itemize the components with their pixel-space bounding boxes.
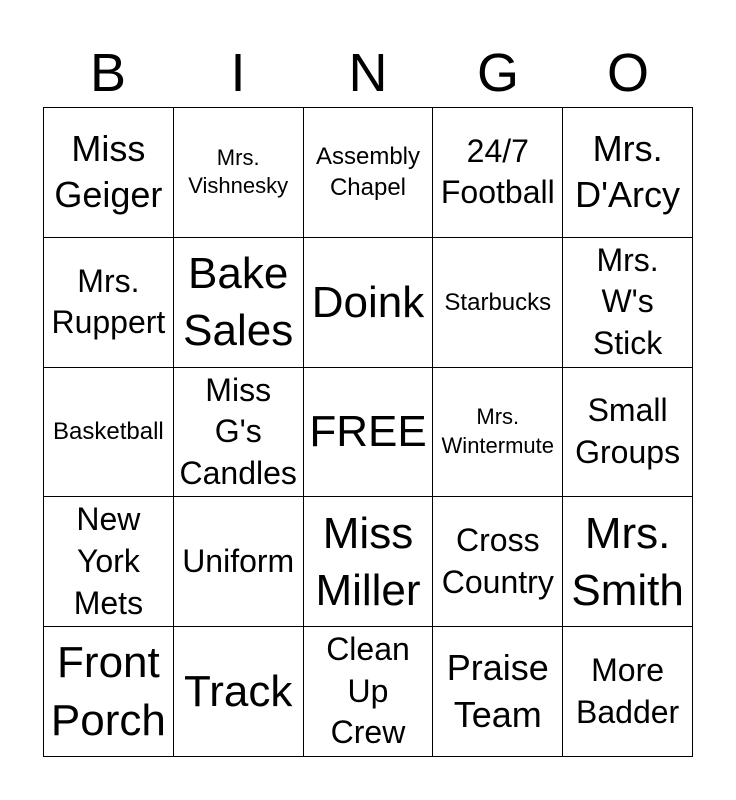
bingo-cell-r3-c4[interactable] <box>433 368 563 498</box>
cell-label: Clean Up Crew <box>326 631 410 751</box>
cell-label: Starbucks <box>444 288 552 316</box>
bingo-cell-r3-c2[interactable] <box>174 368 304 498</box>
header-letter-o: O <box>606 43 649 103</box>
bingo-cell-r1-c2[interactable] <box>174 108 304 238</box>
header-letter-b: B <box>89 43 127 103</box>
cell-label: Cross Country <box>441 522 554 600</box>
cell-label: Small Groups <box>575 392 681 470</box>
bingo-cell-r3-c1[interactable] <box>44 368 174 498</box>
cell-label: Praise Team <box>446 646 549 735</box>
bingo-cell-r3-c5[interactable] <box>563 368 693 498</box>
bingo-cell-r5-c5[interactable] <box>563 627 693 757</box>
cell-label: Assembly Chapel <box>315 143 420 202</box>
bingo-cell-r2-c3[interactable] <box>304 238 434 368</box>
cell-label: Mrs. W's Stick <box>592 241 663 361</box>
bingo-header <box>43 40 693 106</box>
cell-label: Mrs. D'Arcy <box>575 127 681 216</box>
bingo-cell-r1-c1[interactable] <box>44 108 174 238</box>
bingo-cell-r5-c1[interactable] <box>44 627 174 757</box>
cell-label: Miss G's Candles <box>179 371 297 491</box>
cell-label: 24/7 Football <box>440 132 555 211</box>
cell-label: Uniform <box>182 542 295 579</box>
bingo-cell-r4-c5[interactable] <box>563 497 693 627</box>
bingo-cell-r2-c1[interactable] <box>44 238 174 368</box>
bingo-cell-r4-c2[interactable] <box>174 497 304 627</box>
bingo-cell-r3-c3[interactable] <box>304 368 434 498</box>
bingo-cell-r4-c4[interactable] <box>433 497 563 627</box>
cell-label: Basketball <box>53 418 164 446</box>
bingo-board <box>43 107 693 757</box>
bingo-cell-r1-c3[interactable] <box>304 108 434 238</box>
cell-label: Miss Geiger <box>54 127 163 216</box>
cell-label: Mrs. Ruppert <box>51 262 166 341</box>
bingo-cell-r5-c4[interactable] <box>433 627 563 757</box>
header-letter-n: N <box>348 43 388 103</box>
cell-label: Bake Sales <box>183 249 294 356</box>
bingo-cell-r4-c1[interactable] <box>44 497 174 627</box>
bingo-cell-r1-c4[interactable] <box>433 108 563 238</box>
bingo-cell-r5-c3[interactable] <box>304 627 434 757</box>
cell-label: Front Porch <box>50 638 166 745</box>
bingo-cell-r2-c4[interactable] <box>433 238 563 368</box>
cell-label: New York Mets <box>73 501 144 621</box>
cell-label: More Badder <box>576 652 680 730</box>
bingo-cell-r1-c5[interactable] <box>563 108 693 238</box>
cell-label: Mrs. Vishnesky <box>188 144 289 199</box>
cell-label: Miss Miller <box>315 508 421 615</box>
cell-label: Mrs. Smith <box>571 508 684 615</box>
cell-label: Doink <box>311 277 425 327</box>
cell-label: FREE <box>309 407 427 457</box>
bingo-cell-r2-c5[interactable] <box>563 238 693 368</box>
bingo-cell-r4-c3[interactable] <box>304 497 434 627</box>
header-letter-g: G <box>476 43 519 103</box>
bingo-cell-r5-c2[interactable] <box>174 627 304 757</box>
bingo-cell-r2-c2[interactable] <box>174 238 304 368</box>
header-letter-i: I <box>230 43 246 103</box>
cell-label: Mrs. Wintermute <box>441 404 555 458</box>
cell-label: Track <box>184 667 293 716</box>
